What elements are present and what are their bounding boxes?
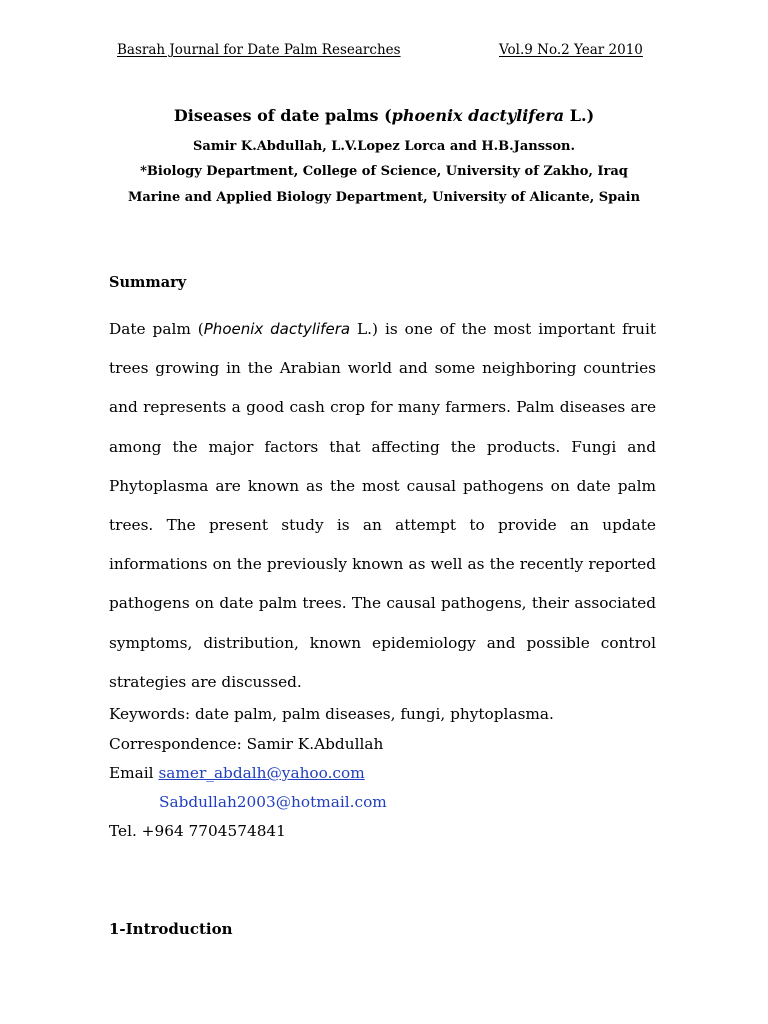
journal-name: Basrah Journal for Date Palm Researches	[117, 42, 401, 58]
telephone: Tel. +964 7704574841	[109, 822, 286, 840]
paper-title	[0, 106, 768, 125]
volume-info: Vol.9 No.2 Year 2010	[499, 42, 643, 58]
section-heading-introduction: 1-Introduction	[109, 920, 233, 938]
email-link-primary[interactable]: samer_abdalh@yahoo.com	[158, 764, 365, 782]
summary-text-start: Date palm (	[109, 320, 204, 338]
email-line	[109, 764, 365, 782]
affiliation-2: Marine and Applied Biology Department, University of Alicante, Spain	[127, 190, 641, 205]
affiliation-1: *Biology Department, College of Science, University of Zakho, Iraq	[140, 164, 628, 179]
correspondence: Correspondence: Samir K.Abdullah	[109, 735, 384, 753]
email-link-secondary[interactable]: Sabdullah2003@hotmail.com	[159, 793, 387, 811]
keywords: Keywords: date palm, palm diseases, fungi, phytoplasma.	[109, 705, 554, 723]
title-prefix: Diseases of date palms (	[173, 106, 392, 125]
summary-text-rest: L.) is one of the most important fruit trees growing in the Arabian world and some neighboring countries and represents a good cash crop for many farmers. Palm diseases are among the major factors that affecting the products. Fungi and Phytoplasma are known as the most causal pathogens on date palm trees. The present study is an attempt to provide an update informations on the previously known as well as the recently reported pathogens on date palm trees. The causal pathogens, their associated symptoms, distribution, known epidemiology and possible control strategies are discussed.	[109, 320, 656, 691]
summary-species: Phoenix dactylifera	[203, 320, 351, 338]
title-suffix: L.)	[564, 106, 595, 125]
summary-heading: Summary	[109, 274, 187, 291]
email-label: Email	[109, 764, 159, 782]
title-species: phoenix dactylifera	[391, 106, 565, 125]
authors: Samir K.Abdullah, L.V.Lopez Lorca and H.B.Jansson.	[193, 139, 575, 154]
summary-text	[109, 310, 656, 702]
